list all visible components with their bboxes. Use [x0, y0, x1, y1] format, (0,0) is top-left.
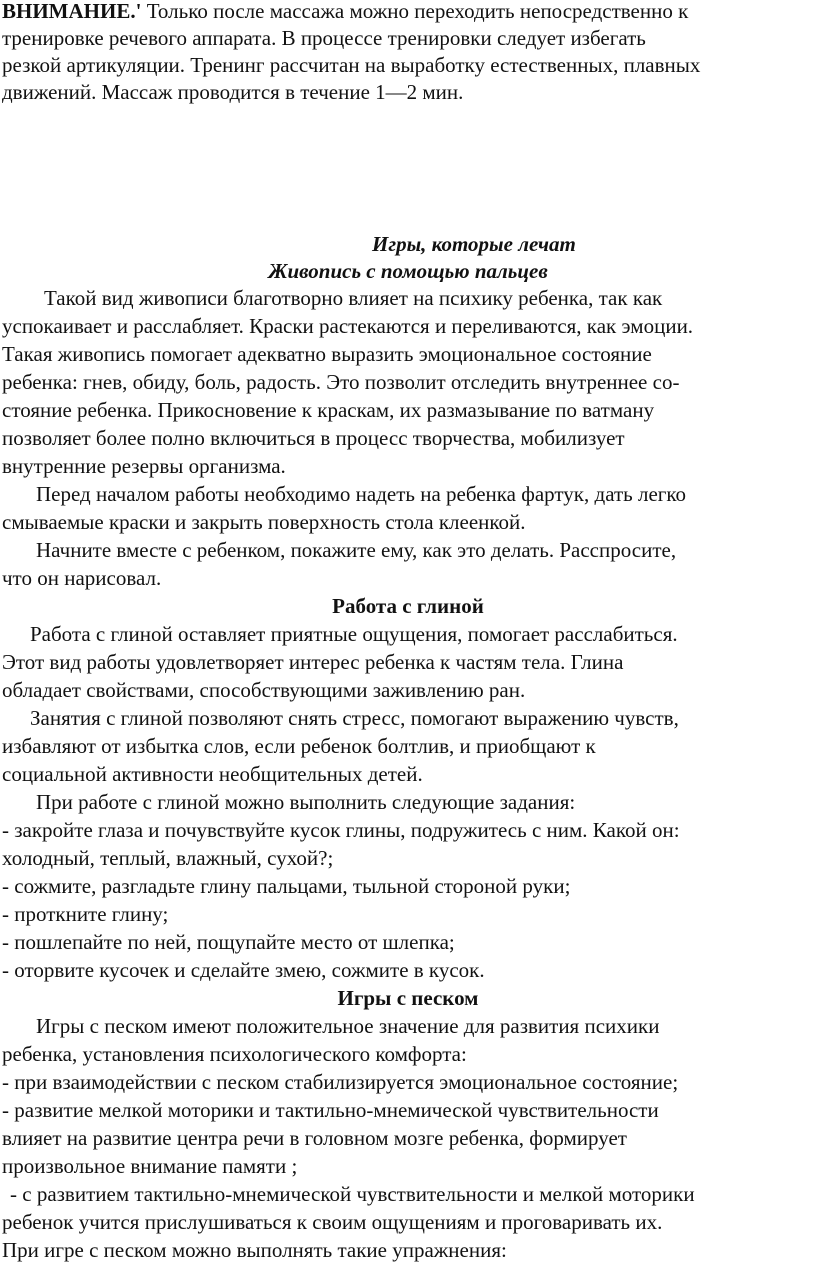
warning-label: ВНИМАНИЕ.'	[2, 0, 142, 23]
paragraph-line: При игре с песком можно выполнять такие упражнения:	[2, 1238, 507, 1262]
paragraph-line: При работе с глиной можно выполнить следующие задания:	[36, 790, 576, 814]
list-item-continuation: произвольное внимание памяти ;	[2, 1154, 298, 1178]
paragraph-line: Такая живопись помогает адекватно выразить эмоциональное состояние	[2, 342, 652, 366]
clay-title: Работа с глиной	[332, 594, 484, 618]
list-item: - пошлепайте по ней, пощупайте место от шлепка;	[2, 930, 455, 954]
list-item-continuation: влияет на развитие центра речи в головном мозге ребенка, формирует	[2, 1126, 627, 1150]
paragraph-line: успокаивает и расслабляет. Краски растекаются и переливаются, как эмоции.	[2, 314, 694, 338]
warning-line-1	[2, 0, 688, 25]
list-item: - развитие мелкой моторики и тактильно-мнемической чувствительности	[2, 1098, 659, 1122]
paragraph-line: ребенка, установления психологического комфорта:	[2, 1042, 467, 1066]
warning-line: движений. Массаж проводится в течение 1—2 мин.	[2, 80, 464, 104]
list-item: - сожмите, разгладьте глину пальцами, тыльной стороной руки;	[2, 874, 571, 898]
list-item-continuation: ребенок учится прислушиваться к своим ощущениям и проговаривать их.	[2, 1210, 663, 1234]
paragraph-line: что он нарисовал.	[2, 566, 162, 590]
list-item: - оторвите кусочек и сделайте змею, сожмите в кусок.	[2, 958, 485, 982]
paragraph-line: обладает свойствами, способствующими заживлению ран.	[2, 678, 526, 702]
list-item-continuation: холодный, теплый, влажный, сухой?;	[2, 846, 334, 870]
list-item: - при взаимодействии с песком стабилизируется эмоциональное состояние;	[2, 1070, 679, 1094]
paragraph-line: Начните вместе с ребенком, покажите ему, как это делать. Расспросите,	[36, 538, 677, 562]
list-item: - проткните глину;	[2, 902, 169, 926]
paragraph-line: Игры с песком имеют положительное значение для развития психики	[36, 1014, 660, 1038]
warning-line: тренировке речевого аппарата. В процессе тренировки следует избегать	[2, 26, 646, 50]
paragraph-line: Этот вид работы удовлетворяет интерес ребенка к частям тела. Глина	[2, 650, 624, 674]
paragraph-line: Перед началом работы необходимо надеть на ребенка фартук, дать легко	[36, 482, 687, 506]
paragraph-line: ребенка: гнев, обиду, боль, радость. Это позволит отследить внутреннее со-	[2, 370, 680, 394]
paragraph-line: избавляют от избытка слов, если ребенок болтлив, и приобщают к	[2, 734, 596, 758]
section-title: Игры, которые лечат	[372, 232, 576, 256]
paragraph-line: внутренние резервы организма.	[2, 454, 286, 478]
paragraph-line: Работа с глиной оставляет приятные ощущения, помогает расслабиться.	[30, 622, 678, 646]
sand-title: Игры с песком	[337, 986, 479, 1010]
finger-painting-title: Живопись с помощью пальцев	[268, 259, 548, 283]
list-item: - закройте глаза и почувствуйте кусок глины, подружитесь с ним. Какой он:	[2, 818, 680, 842]
paragraph-line: социальной активности необщительных детей.	[2, 762, 423, 786]
paragraph-line: смываемые краски и закрыть поверхность стола клеенкой.	[2, 510, 526, 534]
paragraph-line: стояние ребенка. Прикосновение к краскам, их размазывание по ватману	[2, 398, 655, 422]
paragraph-line: Занятия с глиной позволяют снять стресс, помогают выражению чувств,	[30, 706, 679, 730]
list-item: - с развитием тактильно-мнемической чувствительности и мелкой моторики	[10, 1182, 695, 1206]
paragraph-line: Такой вид живописи благотворно влияет на психику ребенка, так как	[44, 286, 663, 310]
paragraph-line: позволяет более полно включиться в процесс творчества, мобилизует	[2, 426, 625, 450]
warning-line: резкой артикуляции. Тренинг рассчитан на выработку естественных, плавных	[2, 53, 701, 77]
warning-first-line: Только после массажа можно переходить непосредственно к	[146, 0, 689, 23]
